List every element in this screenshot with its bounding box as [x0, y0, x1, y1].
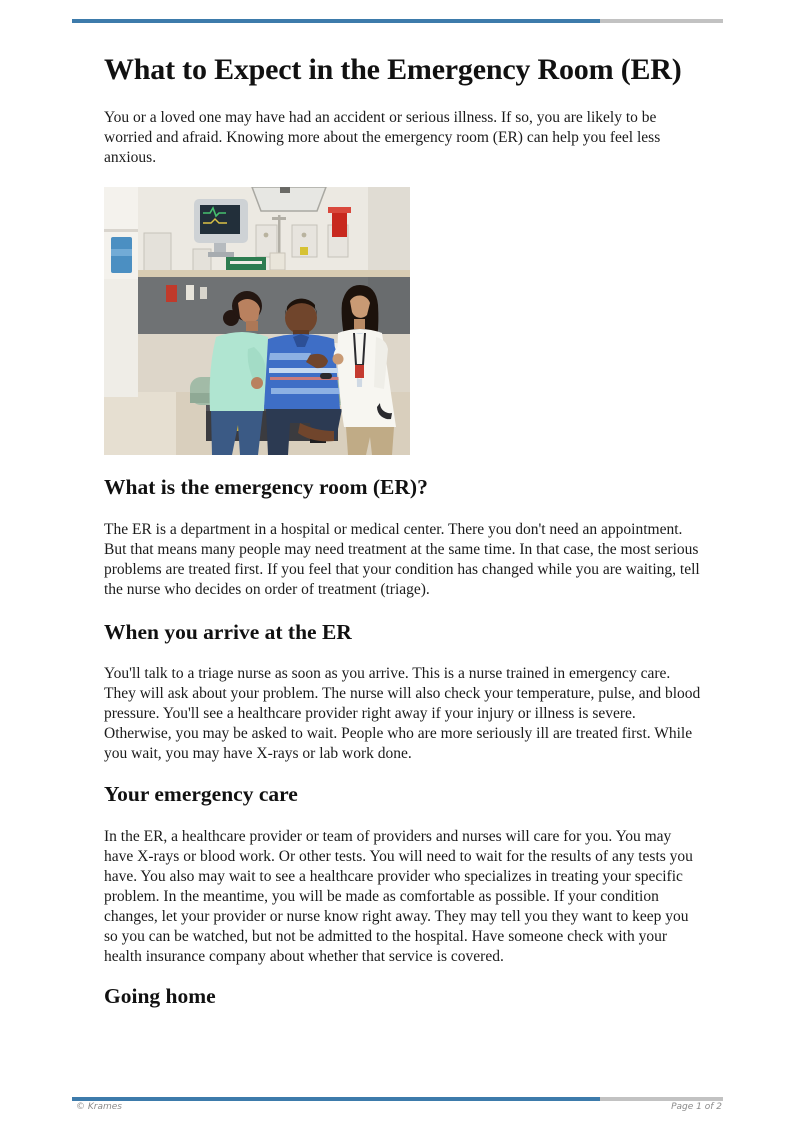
intro-paragraph: You or a loved one may have had an accident or serious illness. If so, you are likely to be worried and afraid. Knowing more about the emergency room (ER) can help you feel less anxious.	[104, 109, 661, 166]
footer-copyright: © Krames	[76, 1102, 122, 1112]
section-body-what-is-er: The ER is a department in a hospital or medical center. There you don't need an appointment. But that means many people may need treatment at the same time. In that case, the most serious problems are treated first. If you feel that your condition has changed while you are waiting, tell the nurse who decides on order of treatment (triage).	[104, 520, 700, 598]
article-content	[104, 0, 704, 1009]
er-photo	[104, 187, 410, 455]
footer-rule-gray-segment	[600, 1097, 723, 1101]
page-footer	[76, 1102, 722, 1112]
footer-rule-blue-segment	[72, 1097, 600, 1101]
footer-rule	[72, 1097, 723, 1101]
section-body-when-you-arrive: You'll talk to a triage nurse as soon as you arrive. This is a nurse trained in emergency care. They will ask about your problem. The nurse will also check your temperature, pulse, and blood pressure. You'll see a healthcare provider right away if your injury or illness is severe. Otherwise, you may be asked to wait. People who are more seriously ill are treated first. While you wait, you may have X-rays or lab work done.	[104, 665, 701, 763]
section-heading-when-you-arrive: When you arrive at the ER	[104, 619, 352, 644]
section-body-your-emergency-care: In the ER, a healthcare provider or team of providers and nurses will care for you. You may have X-rays or blood work. Or other tests. You will need to wait for the results of any tests you have. You also may wait to see a healthcare provider who specializes in treating your specific problem. In the meantime, you will be made as comfortable as possible. If your condition changes, let your provider or nurse know right away. They may tell you they want to keep you so you can be watched, but not be admitted to the hospital. Have someone check with your health insurance company about whether that service is covered.	[104, 828, 693, 966]
section-heading-going-home: Going home	[104, 984, 216, 1009]
footer-page-number: Page 1 of 2	[671, 1102, 722, 1112]
page-title: What to Expect in the Emergency Room (ER)	[104, 53, 682, 86]
section-heading-your-emergency-care: Your emergency care	[104, 782, 298, 807]
er-photo-illustration	[104, 187, 410, 455]
section-heading-what-is-er: What is the emergency room (ER)?	[104, 475, 428, 499]
